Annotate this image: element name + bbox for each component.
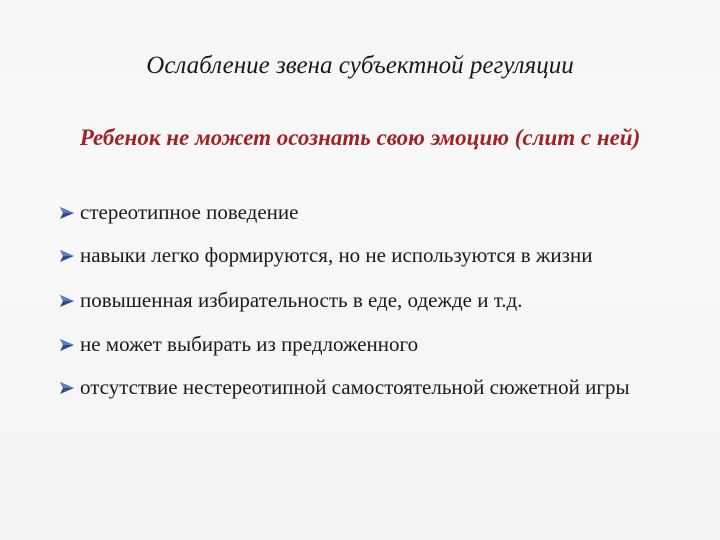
bullet-text: повышенная избирательность в еде, одежде и т.д. [80, 288, 523, 312]
bullet-item [58, 330, 668, 358]
bullet-text: навыки легко формируются, но не используются в жизни [80, 243, 593, 267]
arrow-bullet-icon [58, 336, 76, 354]
bullet-list [58, 198, 668, 401]
arrow-bullet-icon [58, 379, 76, 397]
arrow-bullet-icon [58, 247, 76, 265]
bullet-text: не может выбирать из предложенного [80, 332, 419, 356]
arrow-bullet-icon [58, 204, 76, 222]
bullet-text: стереотипное поведение [80, 200, 299, 224]
bullet-item [58, 286, 668, 314]
slide-subtitle: Ребенок не может осознать свою эмоцию (слит с ней) [79, 125, 641, 150]
slide-title: Ослабление звена субъектной регуляции [146, 52, 574, 79]
bullet-item [58, 198, 668, 226]
bullet-item [58, 241, 668, 269]
bullet-item [58, 373, 668, 401]
arrow-bullet-icon [58, 292, 76, 310]
bullet-text: отсутствие нестереотипной самостоятельной сюжетной игры [80, 375, 630, 399]
